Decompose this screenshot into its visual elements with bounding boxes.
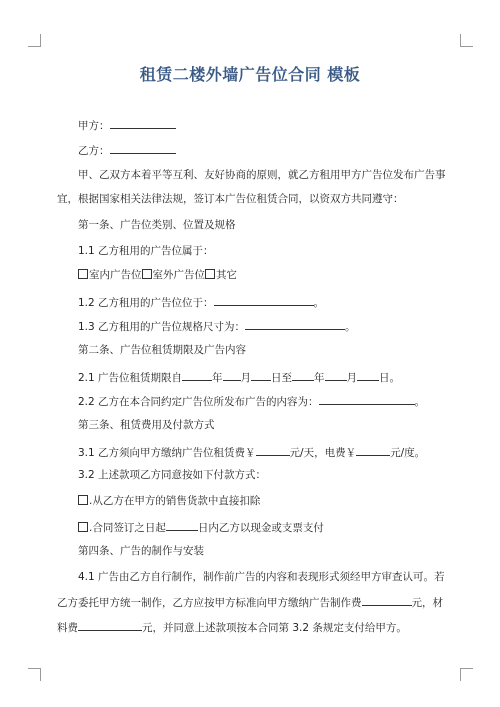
party-a-blank[interactable] [110,117,176,129]
crop-mark-top-right [460,34,473,47]
start-month-blank[interactable] [223,369,241,381]
party-b-line [78,142,176,158]
clause-1-3 [78,318,356,334]
clause-4-1-tail: 元，材 [411,597,443,609]
payment-option-2-label: .合同签订之日起 [89,522,166,534]
checkbox-indoor[interactable] [78,269,88,279]
clause-3-2: 3.2 上述款项乙方同意按如下付款方式： [78,469,267,481]
end-month-blank[interactable] [325,369,347,381]
clause-4-1-text: 乙方委托甲方统一制作，乙方应按甲方标准向甲方缴纳广告制作费 [57,597,362,609]
rent-fee-blank[interactable] [256,444,290,456]
article-1-heading: 第一条、广告位类别、位置及规格 [78,219,236,231]
option-other-label: 其它 [216,269,237,281]
payment-option-2 [78,519,324,535]
clause-4-1-end: 元，并同意上述款项按本合同第 3.2 条规定支付给甲方。 [142,622,407,634]
clause-1-2-text: 1.2 乙方租用的广告位位于： [78,297,214,309]
clause-2-2 [78,393,425,409]
clause-2-2-period: 。 [414,396,426,408]
crop-mark-bottom-left [28,668,41,681]
article-2-heading: 第二条、广告位租赁期限及广告内容 [78,344,246,356]
option-outdoor-label: 室外广告位 [152,269,205,281]
document-title: 租赁二楼外墙广告位合同 模板 [139,65,361,84]
checkbox-other[interactable] [205,269,215,279]
month-label: 月 [346,372,358,384]
clause-1-3-text: 1.3 乙方租用的广告位规格尺寸为： [78,321,246,333]
article-3-heading: 第三条、租赁费用及付款方式 [78,419,215,431]
party-a-label: 甲方： [78,120,110,132]
payment-days-blank[interactable] [166,519,198,531]
location-blank[interactable] [214,294,314,306]
crop-mark-bottom-right [460,668,473,681]
content-blank[interactable] [319,393,415,405]
day-to-label: 日至 [271,372,293,384]
production-fee-blank[interactable] [362,594,412,606]
clause-1-3-period: 。 [345,321,356,333]
checkbox-outdoor[interactable] [142,269,152,279]
end-day-blank[interactable] [357,369,379,381]
payment-option-1-label: .从乙方在甲方的销售货款中直接扣除 [89,495,261,507]
clause-1-2-period: 。 [313,297,325,309]
end-year-blank[interactable] [292,369,314,381]
clause-2-1 [78,369,400,385]
party-b-label: 乙方： [78,145,110,157]
clause-4-1-line-3 [57,619,407,635]
clause-1-1: 1.1 乙方租用的广告位属于： [78,245,214,257]
clause-3-1-text: 3.1 乙方须向甲方缴纳广告位租赁费￥ [78,447,256,459]
start-year-blank[interactable] [182,369,212,381]
clause-4-1-line-1: 4.1 广告由乙方自行制作，制作前广告的内容和表现形式须经甲方审查认可。若 [78,571,445,583]
clause-4-1-line-2 [57,594,443,610]
electric-fee-blank[interactable] [356,444,390,456]
day-end-label: 日。 [379,372,401,384]
clause-2-1-text: 2.1 广告位租赁期限自 [78,372,183,384]
clause-3-1 [78,444,425,460]
option-indoor-label: 室内广告位 [89,269,142,281]
article-4-heading: 第四条、广告的制作与安装 [78,545,204,557]
electric-fee-label: 元/天，电费￥ [289,447,357,459]
electric-unit-label: 元/度。 [390,447,426,459]
year-label: 年 [212,372,223,384]
party-b-blank[interactable] [110,142,176,154]
checkbox-payment-deduct[interactable] [78,495,88,505]
start-day-blank[interactable] [251,369,271,381]
party-a-line [78,117,176,133]
month-label: 月 [240,372,252,384]
payment-option-1 [78,494,260,508]
intro-line-1: 甲、乙双方本着平等互利、友好协商的原则，就乙方租用甲方广告位发布广告事 [78,169,446,181]
payment-option-2-tail: 日内乙方以现金或支票支付 [197,522,324,534]
clause-1-2 [78,294,324,310]
crop-mark-top-left [28,34,41,47]
size-blank[interactable] [245,318,345,330]
checkbox-payment-cash[interactable] [78,522,88,532]
material-fee-label: 料费 [57,622,78,634]
clause-2-2-text: 2.2 乙方在本合同约定广告位所发布广告的内容为： [78,396,319,408]
material-fee-blank[interactable] [78,619,142,631]
year-label: 年 [314,372,325,384]
intro-line-2: 宜，根据国家相关法律法规，签订本广告位租赁合同，以资双方共同遵守： [57,193,404,205]
clause-1-1-options [78,268,237,282]
